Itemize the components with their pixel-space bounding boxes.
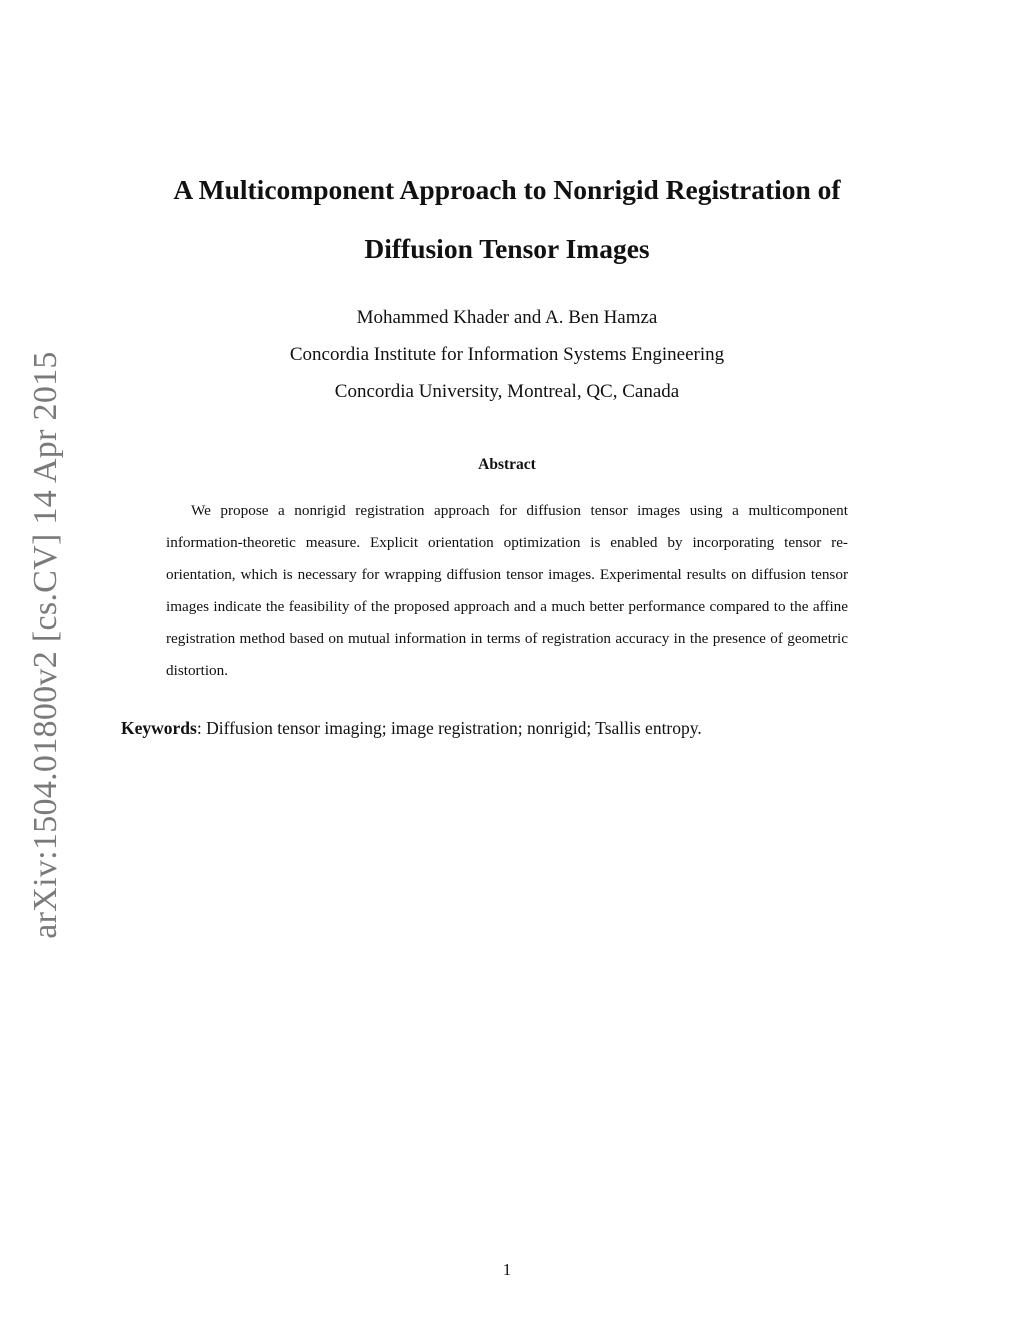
arxiv-identifier-stamp: arXiv:1504.01800v2 [cs.CV] 14 Apr 2015 (27, 351, 64, 939)
abstract-body: We propose a nonrigid registration approach for diffusion tensor images using a multicomponent information-theoretic measure. Explicit orientation optimization is enabled by incorporating tensor re-orientation, which is necessary for wrapping diffusion tensor images. Experimental results on diffusion tensor images indicate the feasibility of the proposed approach and a much better performance compared to the affine registration method based on mutual information in terms of registration accuracy in the presence of geometric distortion. (166, 502, 848, 679)
keywords-separator: : (196, 718, 207, 738)
keywords-line (121, 718, 702, 739)
paper-title-line-1: A Multicomponent Approach to Nonrigid Registration of (173, 174, 841, 205)
paper-title-line-2: Diffusion Tensor Images (364, 233, 650, 264)
keywords-label: Keywords (121, 718, 197, 738)
author-names: Mohammed Khader and A. Ben Hamza (356, 307, 658, 328)
keywords-text: Diffusion tensor imaging; image registration; nonrigid; Tsallis entropy. (206, 718, 702, 738)
affiliation-university: Concordia University, Montreal, QC, Canada (334, 381, 680, 402)
abstract-heading: Abstract (478, 456, 536, 473)
page-number: 1 (502, 1260, 512, 1279)
affiliation-institute: Concordia Institute for Information Systems Engineering (289, 344, 725, 365)
